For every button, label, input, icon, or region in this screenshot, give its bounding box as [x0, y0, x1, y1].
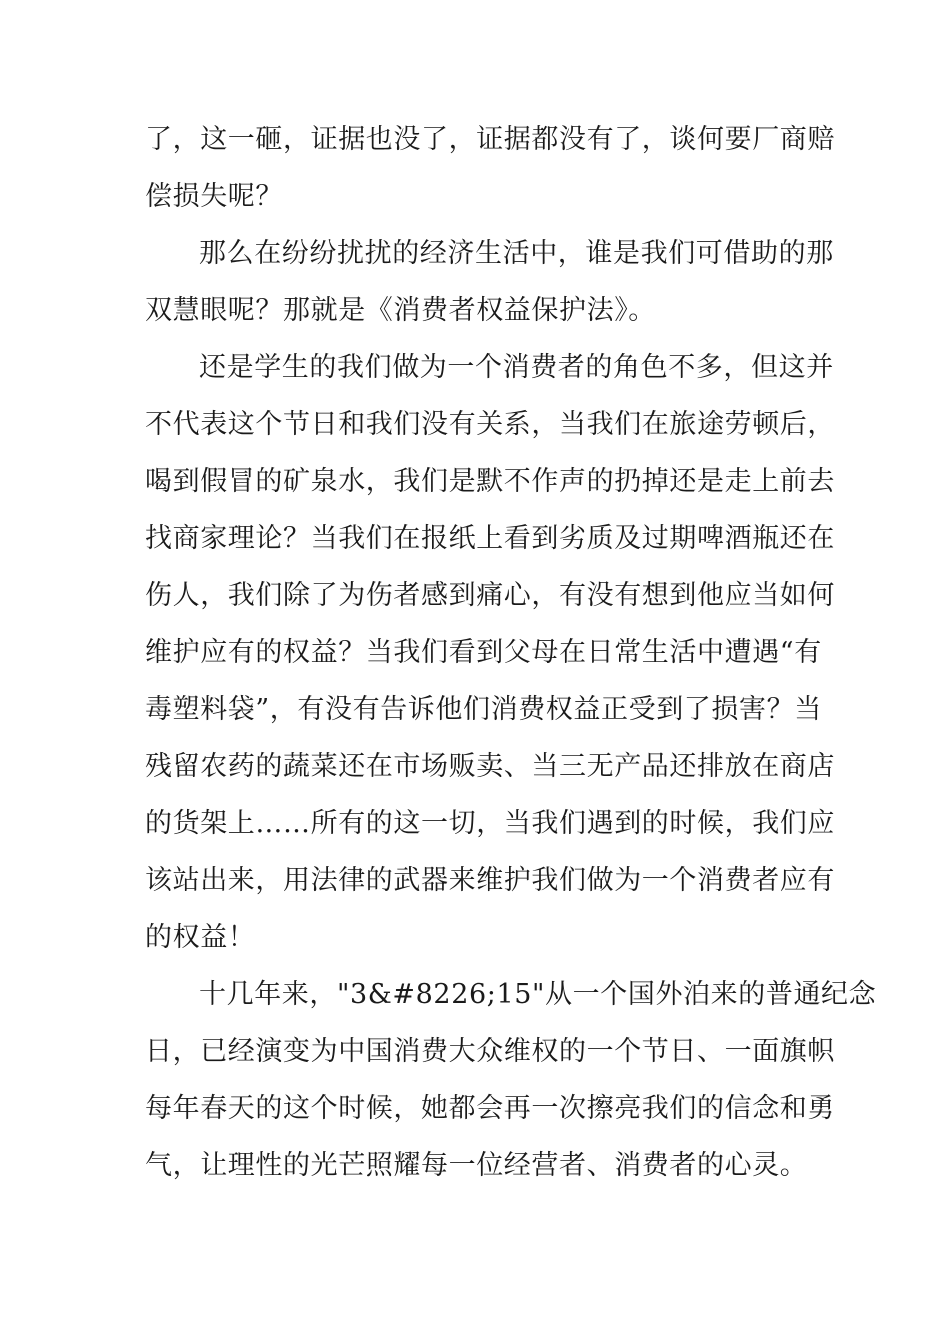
text-line: 毒塑料袋”，有没有告诉他们消费权益正受到了损害？当 — [145, 694, 822, 725]
paragraph-first-line: 那么在纷纷扰扰的经济生活中，谁是我们可借助的那 — [199, 238, 834, 269]
text-line: 该站出来，用法律的武器来维护我们做为一个消费者应有 — [145, 865, 835, 896]
text-line: 残留农药的蔬菜还在市场贩卖、当三无产品还排放在商店 — [145, 751, 835, 782]
text-line: 找商家理论？当我们在报纸上看到劣质及过期啤酒瓶还在 — [145, 523, 835, 554]
text-line: 日，已经演变为中国消费大众维权的一个节日、一面旗帜 — [145, 1036, 835, 1067]
text-line: 了，这一砸，证据也没了，证据都没有了，谈何要厂商赔 — [145, 124, 835, 155]
text-line: 喝到假冒的矿泉水，我们是默不作声的扔掉还是走上前去 — [145, 466, 835, 497]
paragraph-first-line: 十几年来，"3&#8226;15"从一个国外泊来的普通纪念 — [199, 979, 877, 1010]
text-line: 气，让理性的光芒照耀每一位经营者、消费者的心灵。 — [145, 1150, 808, 1181]
text-line: 伤人，我们除了为伤者感到痛心，有没有想到他应当如何 — [145, 580, 835, 611]
text-line: 的货架上……所有的这一切，当我们遇到的时候，我们应 — [145, 808, 835, 839]
text-line: 偿损失呢？ — [145, 181, 283, 212]
text-line: 的权益！ — [145, 922, 256, 953]
text-line: 维护应有的权益？当我们看到父母在日常生活中遭遇“有 — [145, 637, 822, 668]
text-line: 双慧眼呢？那就是《消费者权益保护法》。 — [145, 295, 656, 326]
paragraph-first-line: 还是学生的我们做为一个消费者的角色不多，但这并 — [199, 352, 834, 383]
text-line: 不代表这个节日和我们没有关系，当我们在旅途劳顿后， — [145, 409, 835, 440]
text-line: 每年春天的这个时候，她都会再一次擦亮我们的信念和勇 — [145, 1093, 835, 1124]
